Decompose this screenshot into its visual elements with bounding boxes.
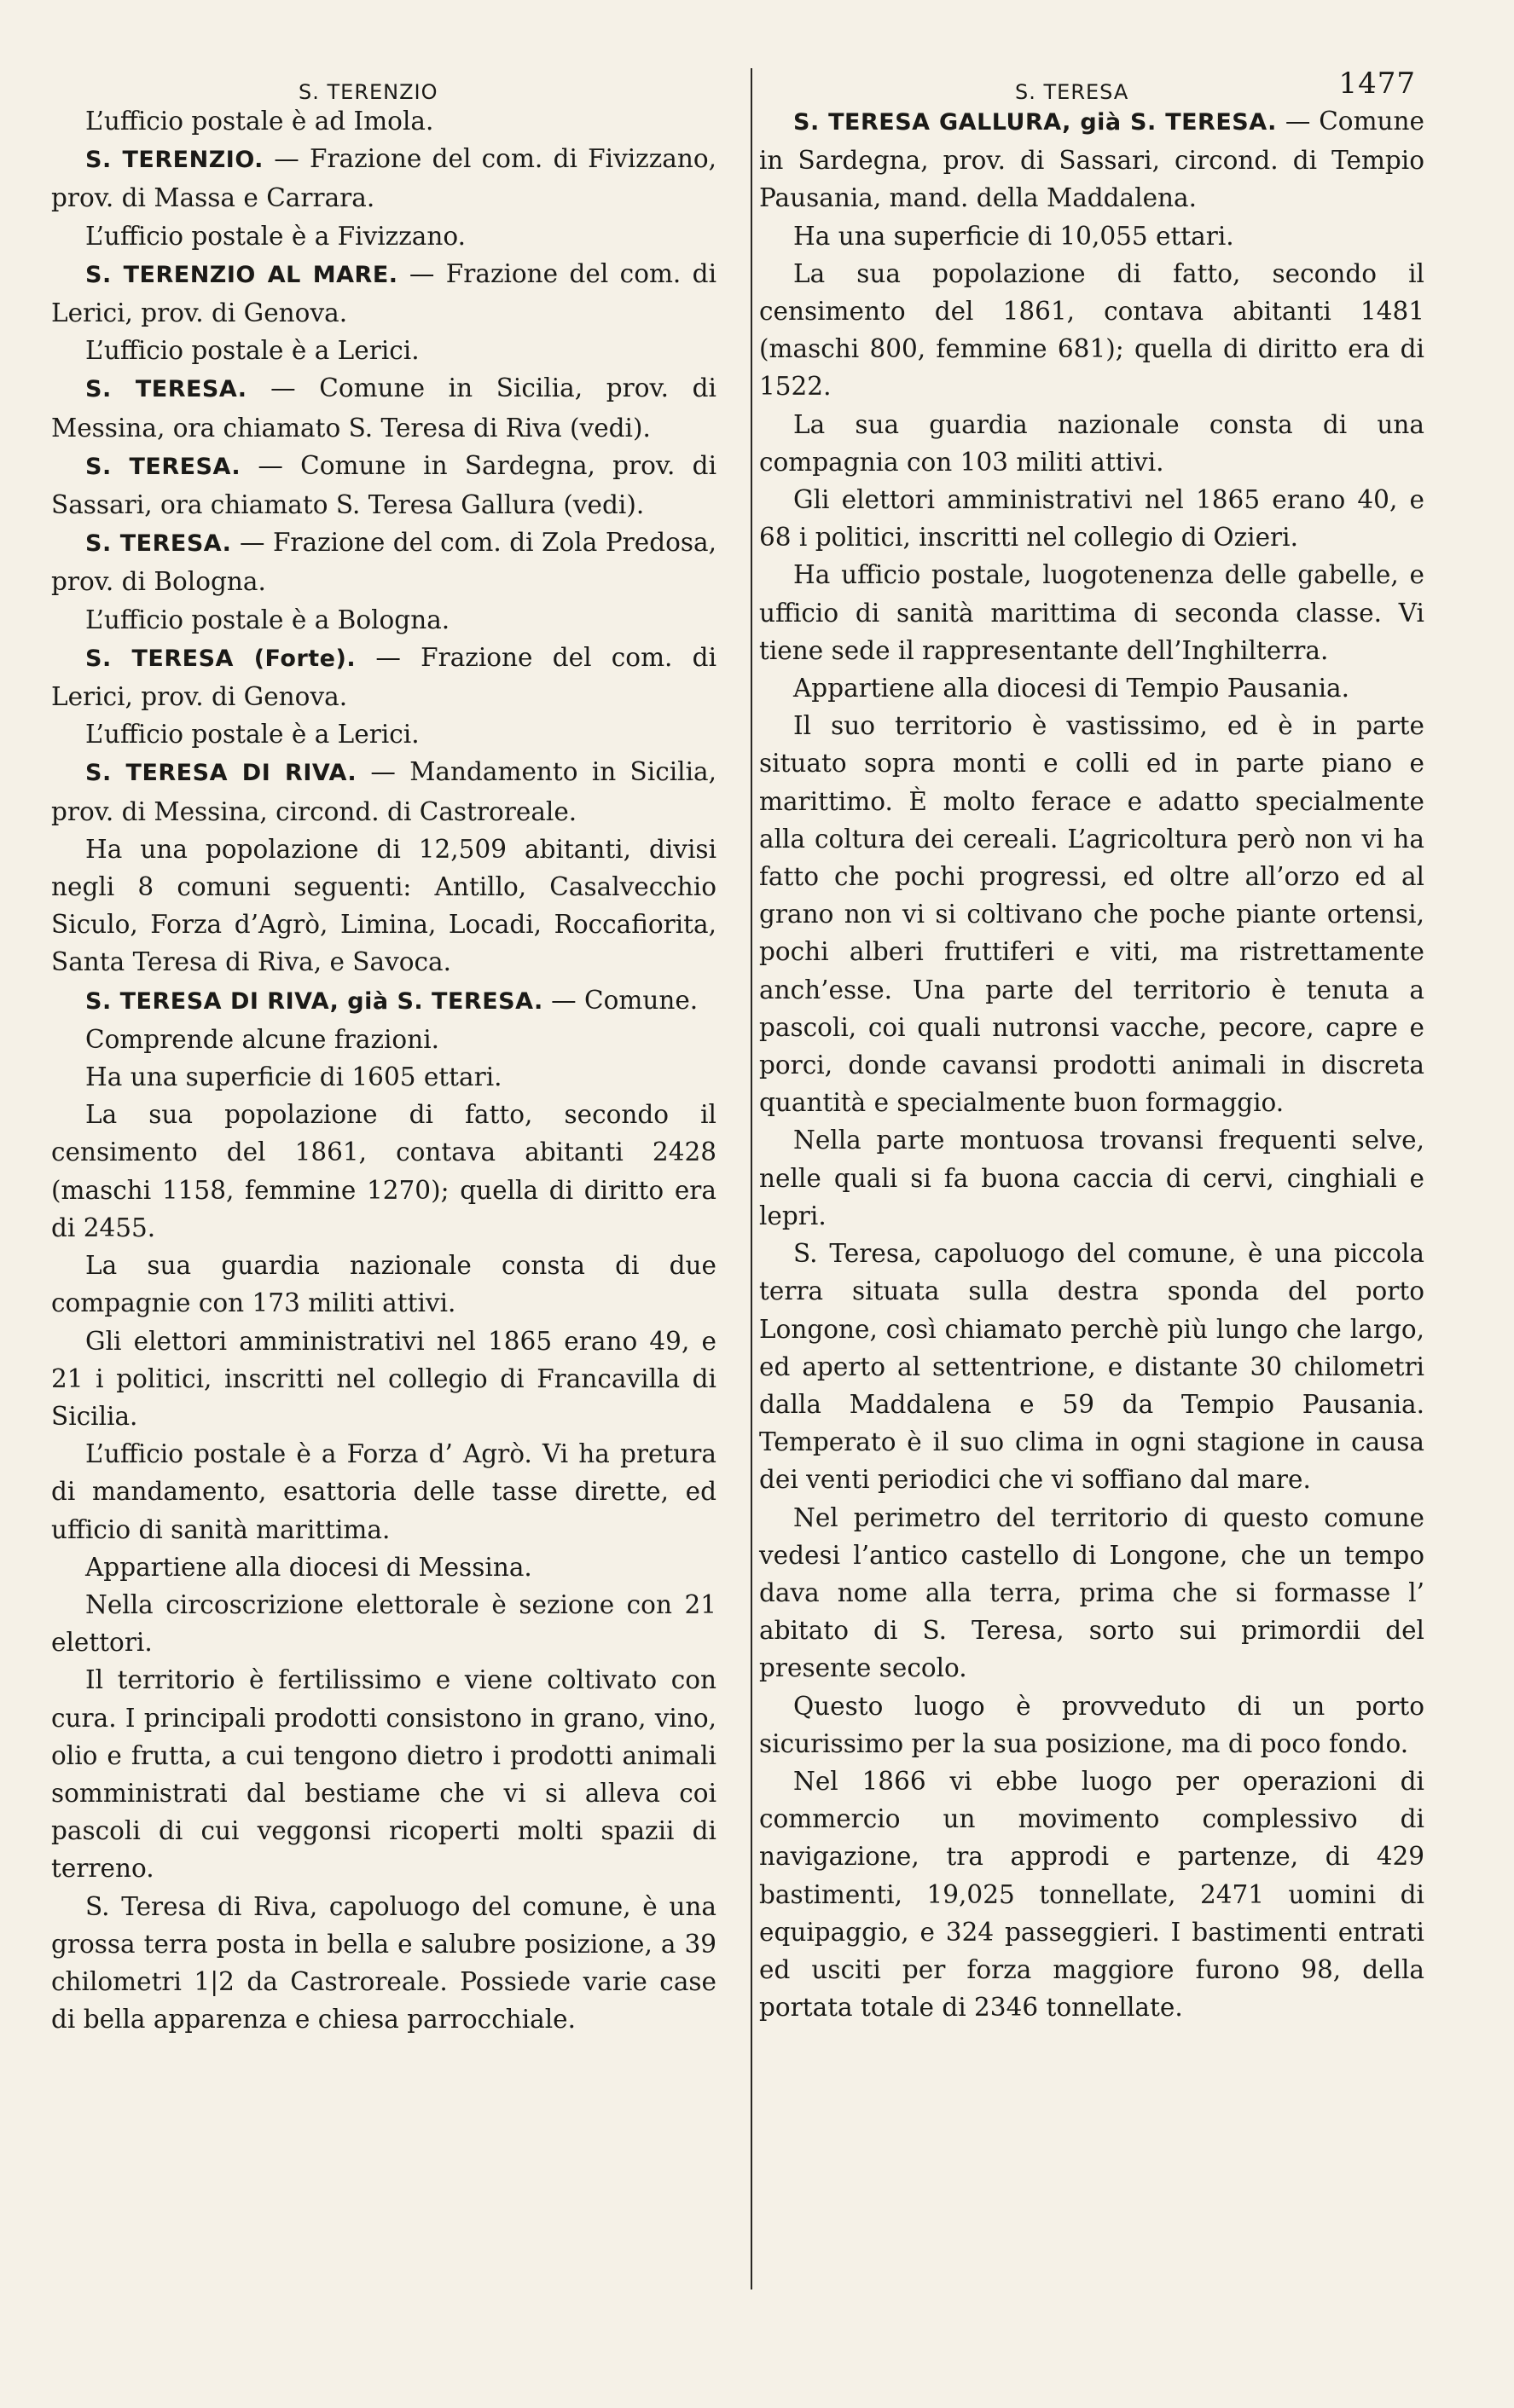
- paragraph-text: Appartiene alla diocesi di Messina.: [85, 1552, 532, 1582]
- text-paragraph: [51, 1247, 716, 1322]
- left-column: [51, 68, 716, 2038]
- paragraph-text: Gli elettori amministrativi nel 1865 erano 40, e 68 i politici, inscritti nel collegio di Ozieri.: [759, 485, 1424, 553]
- right-column-header: [759, 68, 1424, 102]
- paragraph-text: Nel perimetro del territorio di questo comune vedesi l’antico castello di Longone, che un tempo dava nome alla terra, prima che si formasse l’ abitato di S. Teresa, sorto sui primordii del presente secolo.: [759, 1502, 1424, 1683]
- text-paragraph: [51, 715, 716, 753]
- paragraph-text: L’ufficio postale è a Forza d’ Agrò. Vi ha pretura di mandamento, esattoria delle tasse dirette, ed ufficio di sanità marittima.: [51, 1439, 716, 1544]
- entry-heading: S. TERENZIO AL MARE.: [85, 261, 398, 288]
- paragraph-text: — Frazione del com. di Lerici, prov. di Genova.: [51, 642, 717, 712]
- entry-paragraph: [51, 369, 716, 446]
- paragraph-text: La sua popolazione di fatto, secondo il censimento del 1861, contava abitanti 1481 (maschi 800, femmine 681); quella di diritto era di 1522.: [759, 258, 1424, 402]
- book-page: [51, 68, 1450, 2353]
- paragraph-text: L’ufficio postale è a Fivizzano.: [85, 221, 466, 251]
- paragraph-text: La sua popolazione di fatto, secondo il censimento del 1861, contava abitanti 2428 (maschi 1158, femmine 1270); quella di diritto era di 2455.: [51, 1100, 716, 1242]
- paragraph-text: S. Teresa di Riva, capoluogo del comune, è una grossa terra posta in bella e salubre posizione, a 39 chilometri 1|2 da Castroreale. Possiede varie case di bella apparenza e chiesa parrocchiale.: [51, 1891, 716, 2035]
- text-paragraph: [759, 1235, 1424, 1498]
- paragraph-text: — Comune.: [542, 985, 699, 1015]
- left-column-header: [51, 68, 716, 102]
- paragraph-text: — Comune in Sardegna, prov. di Sassari, ora chiamato S. Teresa Gallura (vedi).: [51, 450, 716, 520]
- right-running-head: S. TERESA: [1015, 80, 1129, 104]
- paragraph-text: Nel 1866 vi ebbe luogo per operazioni di commercio un movimento complessivo di navigazione, tra approdi e partenze, di 429 bastimenti, 19,025 tonnellate, 2471 uomini di equipaggio, e 324 passeggieri. I bastimenti entrati ed usciti per forza maggiore furono 98, della portata totale di 2346 tonnellate.: [759, 1766, 1424, 2023]
- text-paragraph: [759, 406, 1424, 481]
- entry-paragraph: [51, 753, 716, 830]
- text-paragraph: [759, 707, 1424, 1121]
- entry-heading: S. TERESA.: [85, 453, 241, 480]
- text-paragraph: [51, 332, 716, 369]
- text-paragraph: [51, 1021, 716, 1058]
- text-paragraph: [759, 481, 1424, 556]
- entry-heading: S. TERESA DI RIVA.: [85, 760, 357, 787]
- paragraph-text: L’ufficio postale è a Lerici.: [85, 720, 420, 750]
- paragraph-text: S. Teresa, capoluogo del comune, è una piccola terra situata sulla destra sponda del porto Longone, così chiamato perchè più lungo che largo, ed aperto al settentrione, e distante 30 chilometri dalla Maddalena e 59 da Tempio Pausania. Temperato è il suo clima in ogni stagione in causa dei venti periodici che vi soffiano dal mare.: [759, 1239, 1424, 1495]
- text-paragraph: [51, 1058, 716, 1096]
- paragraph-text: — Comune in Sicilia, prov. di Messina, ora chiamato S. Teresa di Riva (vedi).: [51, 373, 716, 443]
- text-paragraph: [51, 601, 716, 639]
- text-paragraph: [759, 1499, 1424, 1687]
- text-paragraph: [51, 217, 716, 255]
- right-column-body: [759, 102, 1424, 2026]
- text-paragraph: [759, 669, 1424, 707]
- paragraph-text: Questo luogo è provveduto di un porto sicurissimo per la sua posizione, ma di poco fondo.: [759, 1691, 1424, 1758]
- entry-paragraph: [51, 255, 716, 332]
- entry-paragraph: [51, 140, 716, 217]
- left-column-body: [51, 102, 716, 2038]
- paragraph-text: L’ufficio postale è ad Imola.: [85, 107, 434, 136]
- paragraph-text: Appartiene alla diocesi di Tempio Pausania.: [793, 674, 1349, 703]
- paragraph-text: Ha ufficio postale, luogotenenza delle gabelle, e ufficio di sanità marittima di seconda classe. Vi tiene sede il rappresentante dell’Inghilterra.: [759, 560, 1424, 665]
- paragraph-text: Comprende alcune frazioni.: [85, 1024, 440, 1054]
- entry-heading: S. TERESA.: [85, 376, 247, 403]
- text-paragraph: [51, 831, 716, 981]
- entry-paragraph: [51, 639, 716, 715]
- right-column: [759, 68, 1424, 2026]
- entry-heading: S. TERESA.: [85, 530, 232, 558]
- paragraph-text: — Mandamento in Sicilia, prov. di Messina, circond. di Castroreale.: [51, 757, 716, 826]
- entry-paragraph: [759, 102, 1424, 217]
- column-divider: [751, 68, 752, 2289]
- page-number: 1477: [1338, 67, 1416, 101]
- text-paragraph: [759, 1687, 1424, 1763]
- text-paragraph: [51, 1096, 716, 1247]
- text-paragraph: [51, 1661, 716, 1887]
- text-paragraph: [759, 217, 1424, 255]
- entry-heading: S. TERESA GALLURA, già S. TERESA.: [793, 109, 1277, 136]
- text-paragraph: [51, 1435, 716, 1548]
- paragraph-text: — Frazione del com. di Fivizzano, prov. di Massa e Carrara.: [51, 144, 716, 213]
- paragraph-text: Ha una superficie di 10,055 ettari.: [793, 221, 1234, 251]
- paragraph-text: Nella circoscrizione elettorale è sezione con 21 elettori.: [51, 1589, 716, 1658]
- text-paragraph: [51, 1586, 716, 1661]
- paragraph-text: Nella parte montuosa trovansi frequenti selve, nelle quali si fa buona caccia di cervi, cinghiali e lepri.: [759, 1126, 1424, 1230]
- paragraph-text: Il suo territorio è vastissimo, ed è in parte situato sopra monti e colli ed in parte piano e marittimo. È molto ferace e adatto specialmente alla coltura dei cereali. L’agricoltura però non vi ha fatto che pochi progressi, ed oltre all’orzo ed al grano non vi si coltivano che poche piante ortensi, pochi alberi fruttiferi e viti, ma ristrettamente anch’esse. Una parte del territorio è tenuta a pascoli, coi quali nutronsi vacche, pecore, capre e porci, donde cavansi prodotti animali in discreta quantità e specialmente buon formaggio.: [759, 711, 1424, 1118]
- text-paragraph: [759, 1763, 1424, 2026]
- paragraph-text: — Comune in Sardegna, prov. di Sassari, circond. di Tempio Pausania, mand. della Maddalena.: [759, 107, 1424, 213]
- entry-paragraph: [51, 524, 716, 600]
- entry-paragraph: [51, 447, 716, 524]
- text-paragraph: [51, 1548, 716, 1586]
- paragraph-text: L’ufficio postale è a Bologna.: [85, 605, 450, 634]
- paragraph-text: Gli elettori amministrativi nel 1865 erano 49, e 21 i politici, inscritti nel collegio di Francavilla di Sicilia.: [51, 1326, 716, 1431]
- entry-paragraph: [51, 981, 716, 1021]
- entry-heading: S. TERESA (Forte).: [85, 645, 357, 672]
- text-paragraph: [759, 255, 1424, 406]
- text-paragraph: [759, 556, 1424, 669]
- paragraph-text: — Frazione del com. di Lerici, prov. di Genova.: [51, 258, 716, 328]
- text-paragraph: [51, 1323, 716, 1436]
- paragraph-text: — Frazione del com. di Zola Predosa, prov. di Bologna.: [51, 528, 716, 597]
- paragraph-text: L’ufficio postale è a Lerici.: [85, 336, 420, 366]
- text-paragraph: [51, 1888, 716, 2039]
- paragraph-text: Ha una superficie di 1605 ettari.: [85, 1062, 502, 1092]
- entry-heading: S. TERENZIO.: [85, 147, 264, 174]
- paragraph-text: La sua guardia nazionale consta di due compagnie con 173 militi attivi.: [51, 1251, 716, 1318]
- paragraph-text: Il territorio è fertilissimo e viene coltivato con cura. I principali prodotti consistono in grano, vino, olio e frutta, a cui tengono dietro i prodotti animali somministrati dal bestiame che vi si alleva coi pascoli di cui veggonsi ricoperti molti spazii di terreno.: [51, 1665, 716, 1884]
- text-paragraph: [759, 1121, 1424, 1235]
- paragraph-text: La sua guardia nazionale consta di una compagnia con 103 militi attivi.: [759, 409, 1424, 477]
- entry-heading: S. TERESA DI RIVA, già S. TERESA.: [85, 987, 543, 1015]
- left-running-head: S. TERENZIO: [299, 80, 438, 104]
- paragraph-text: Ha una popolazione di 12,509 abitanti, divisi negli 8 comuni seguenti: Antillo, Casalvecchio Siculo, Forza d’Agrò, Limina, Locadi, Roccafiorita, Santa Teresa di Riva, e Savoca.: [51, 834, 716, 977]
